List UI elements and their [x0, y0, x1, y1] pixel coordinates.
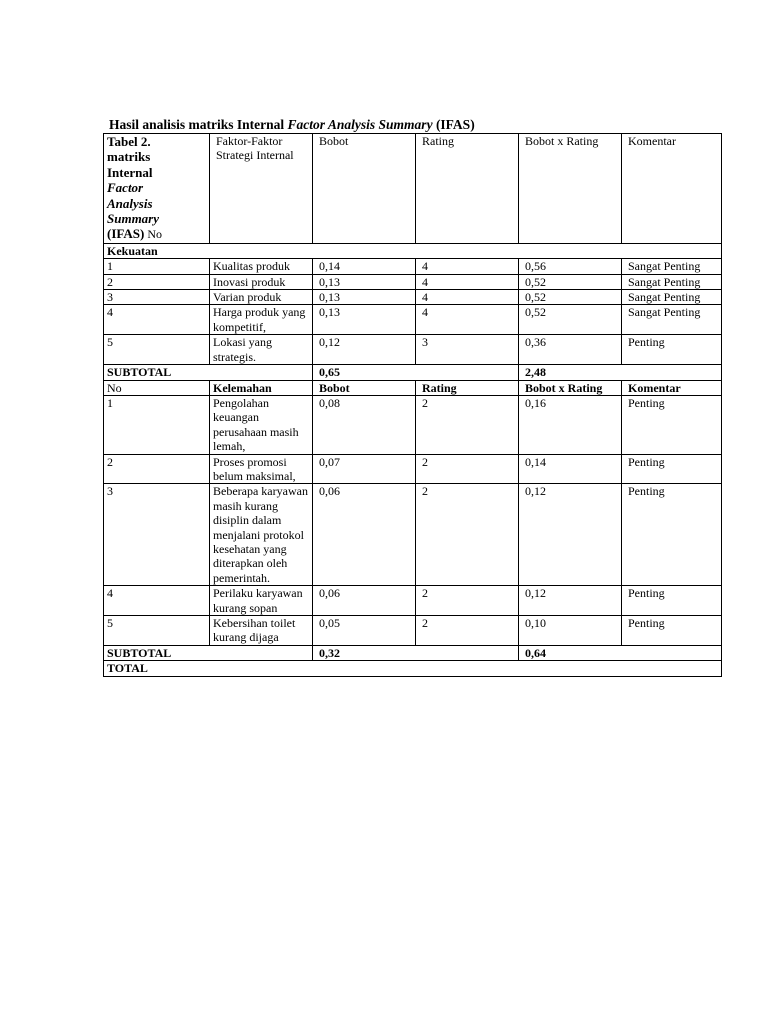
cell-komentar: Sangat Penting — [622, 305, 722, 335]
total-row — [104, 661, 722, 676]
subtotal-label: SUBTOTAL — [104, 365, 313, 380]
cell-no: 4 — [104, 586, 210, 616]
cell-komentar: Sangat Penting — [622, 259, 722, 274]
cell-rating: 2 — [416, 395, 519, 454]
cell-komentar: Penting — [622, 586, 722, 616]
section-label-kekuatan: Kekuatan — [104, 243, 722, 258]
table-row — [104, 395, 722, 454]
cell-no: 1 — [104, 395, 210, 454]
caption-text: Hasil analisis matriks Internal — [109, 117, 288, 132]
cell-bobot: 0,14 — [313, 259, 416, 274]
cell-faktor: Proses promosi belum maksimal, — [210, 454, 313, 484]
table-row — [104, 586, 722, 616]
table-row — [104, 454, 722, 484]
cell-bobot: 0,07 — [313, 454, 416, 484]
ifas-table — [103, 133, 722, 677]
cell-bobot: 0,08 — [313, 395, 416, 454]
subtotal-bobot: 0,65 — [313, 365, 519, 380]
cell-no: 1 — [104, 259, 210, 274]
table-row — [104, 305, 722, 335]
cell-no: 5 — [104, 616, 210, 646]
header-komentar: Komentar — [622, 380, 722, 395]
cell-rating: 4 — [416, 305, 519, 335]
table-caption — [109, 117, 475, 133]
cell-bxr: 0,52 — [519, 290, 622, 305]
subtotal-label: SUBTOTAL — [104, 645, 313, 660]
cell-bobot: 0,06 — [313, 586, 416, 616]
section-row-kekuatan — [104, 243, 722, 258]
cell-komentar: Penting — [622, 454, 722, 484]
table-row — [104, 484, 722, 586]
subtotal-bxr: 2,48 — [519, 365, 722, 380]
kelemahan-header-row — [104, 380, 722, 395]
cell-faktor: Pengolahan keuangan perusahaan masih lemah, — [210, 395, 313, 454]
cell-komentar: Penting — [622, 335, 722, 365]
cell-bxr: 0,12 — [519, 484, 622, 586]
subtotal-row-kelemahan — [104, 645, 722, 660]
cell-bobot: 0,12 — [313, 335, 416, 365]
cell-rating: 2 — [416, 484, 519, 586]
cell-faktor: Kebersihan toilet kurang dijaga — [210, 616, 313, 646]
cell-faktor: Harga produk yang kompetitif, — [210, 305, 313, 335]
header-rating: Rating — [416, 380, 519, 395]
cell-bxr: 0,52 — [519, 305, 622, 335]
cell-faktor: Kualitas produk — [210, 259, 313, 274]
table-row — [104, 616, 722, 646]
cell-rating: 2 — [416, 454, 519, 484]
cell-bobot: 0,05 — [313, 616, 416, 646]
cell-bxr: 0,16 — [519, 395, 622, 454]
cell-komentar: Sangat Penting — [622, 290, 722, 305]
cell-bxr: 0,14 — [519, 454, 622, 484]
header-bobot-x-rating: Bobot x Rating — [519, 380, 622, 395]
cell-faktor: Perilaku karyawan kurang sopan — [210, 586, 313, 616]
total-label: TOTAL — [104, 661, 722, 676]
cell-rating: 4 — [416, 274, 519, 289]
header-kelemahan: Kelemahan — [210, 380, 313, 395]
cell-bxr: 0,12 — [519, 586, 622, 616]
cell-komentar: Penting — [622, 395, 722, 454]
caption-suffix: (IFAS) — [432, 117, 475, 132]
table-row — [104, 335, 722, 365]
header-cell-bobot: Bobot — [313, 134, 416, 244]
header-cell-title: Tabel 2. matriks Internal Factor Analysis Summary (IFAS) No — [104, 134, 210, 244]
header-cell-rating: Rating — [416, 134, 519, 244]
subtotal-bxr: 0,64 — [519, 645, 722, 660]
cell-no: 4 — [104, 305, 210, 335]
table-row — [104, 259, 722, 274]
cell-komentar: Penting — [622, 484, 722, 586]
cell-faktor: Varian produk — [210, 290, 313, 305]
header-cell-bobot-x-rating: Bobot x Rating — [519, 134, 622, 244]
cell-bobot: 0,13 — [313, 290, 416, 305]
cell-no: 5 — [104, 335, 210, 365]
cell-komentar: Penting — [622, 616, 722, 646]
header-cell-faktor: Faktor-Faktor Strategi Internal — [210, 134, 313, 244]
header-no: No — [104, 380, 210, 395]
cell-faktor: Beberapa karyawan masih kurang disiplin dalam menjalani protokol kesehatan yang diterapkan oleh pemerintah. — [210, 484, 313, 586]
header-cell-komentar: Komentar — [622, 134, 722, 244]
cell-no: 2 — [104, 274, 210, 289]
cell-no: 3 — [104, 484, 210, 586]
cell-rating: 3 — [416, 335, 519, 365]
table-row — [104, 274, 722, 289]
cell-bobot: 0,06 — [313, 484, 416, 586]
cell-rating: 2 — [416, 586, 519, 616]
cell-no: 2 — [104, 454, 210, 484]
cell-bobot: 0,13 — [313, 305, 416, 335]
cell-komentar: Sangat Penting — [622, 274, 722, 289]
cell-rating: 4 — [416, 290, 519, 305]
cell-bxr: 0,10 — [519, 616, 622, 646]
subtotal-bobot: 0,32 — [313, 645, 519, 660]
cell-rating: 2 — [416, 616, 519, 646]
cell-faktor: Inovasi produk — [210, 274, 313, 289]
table-header-row — [104, 134, 722, 244]
cell-bobot: 0,13 — [313, 274, 416, 289]
cell-bxr: 0,52 — [519, 274, 622, 289]
table-row — [104, 290, 722, 305]
header-bobot: Bobot — [313, 380, 416, 395]
cell-rating: 4 — [416, 259, 519, 274]
cell-bxr: 0,56 — [519, 259, 622, 274]
cell-bxr: 0,36 — [519, 335, 622, 365]
caption-italic-text: Factor Analysis Summary — [287, 117, 433, 132]
cell-faktor: Lokasi yang strategis. — [210, 335, 313, 365]
cell-no: 3 — [104, 290, 210, 305]
subtotal-row-kekuatan — [104, 365, 722, 380]
